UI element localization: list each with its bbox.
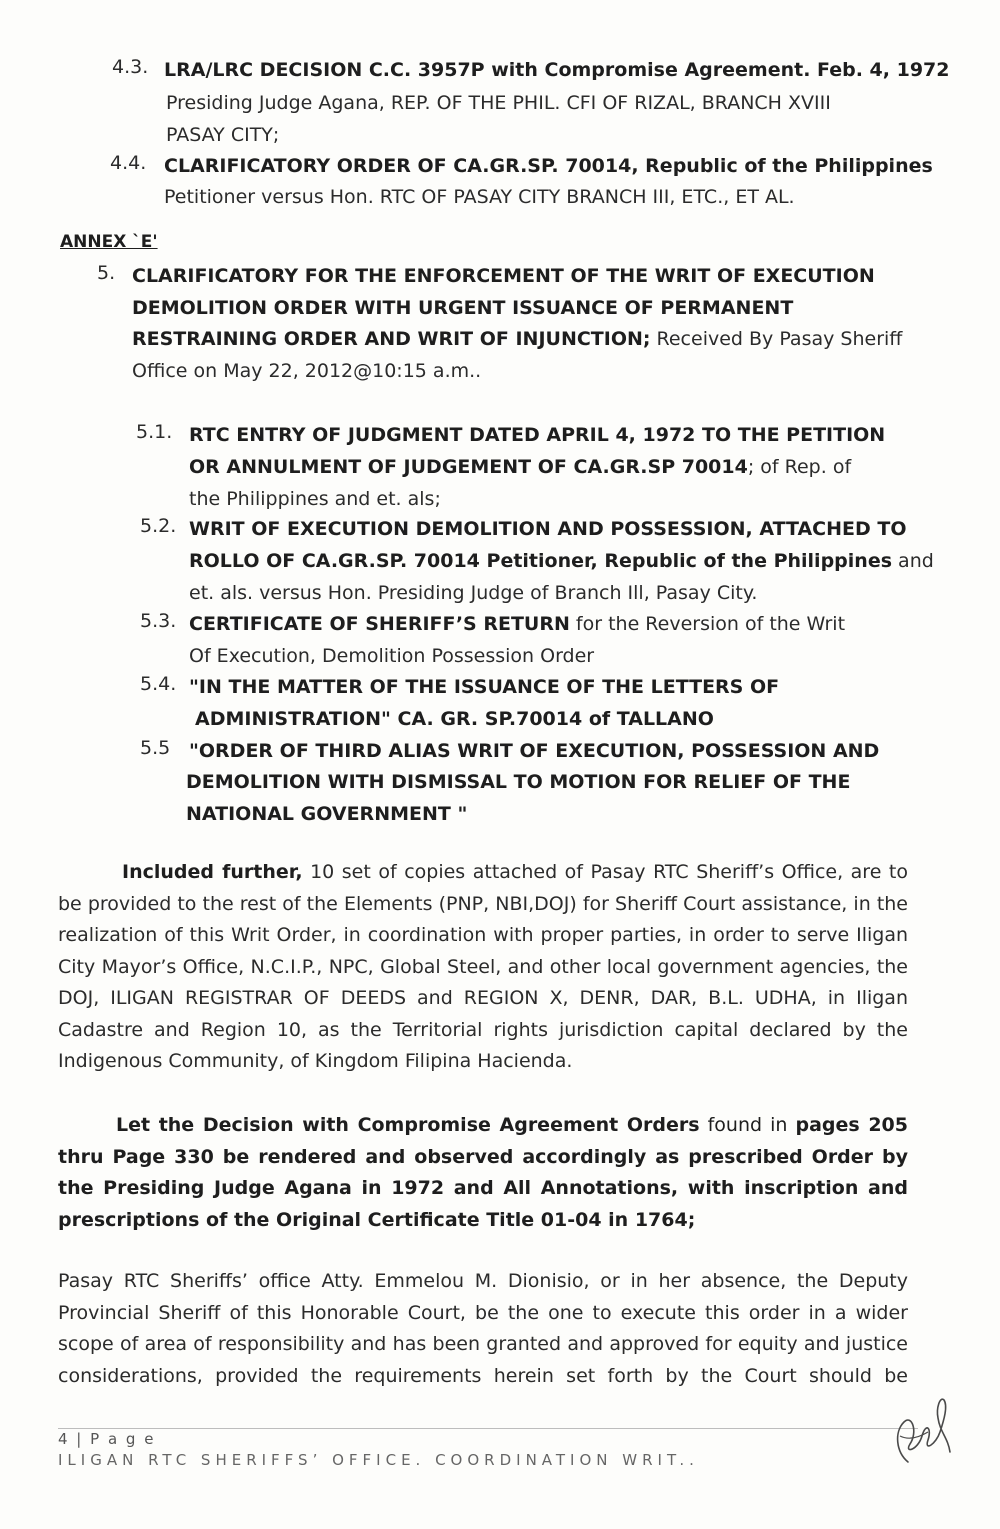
footer-rule: [58, 1428, 918, 1429]
item-heading: ADMINISTRATION" CA. GR. SP.70014 of TALLANO: [195, 708, 714, 730]
annex-label: ANNEX `E': [60, 232, 158, 252]
bold-run: ROLLO OF CA.GR.SP. 70014 Petitioner, Republic of the Philippines: [189, 550, 893, 572]
item-number: 4.4.: [110, 152, 147, 174]
item-number: 5.3.: [140, 610, 177, 632]
item-heading: CLARIFICATORY ORDER OF CA.GR.SP. 70014, Republic of the Philippines: [164, 155, 933, 177]
bold-run: Included further,: [122, 861, 303, 883]
item-number: 5.2.: [140, 515, 177, 537]
item-heading: DEMOLITION WITH DISMISSAL TO MOTION FOR RELIEF OF THE: [186, 771, 851, 793]
item-text: the Philippines and et. als;: [189, 488, 441, 510]
page-number: 4 | P a g e: [58, 1430, 156, 1448]
item-heading: WRIT OF EXECUTION DEMOLITION AND POSSESSION, ATTACHED TO: [189, 518, 907, 540]
text-run: ; of Rep. of: [747, 456, 852, 478]
item-heading: DEMOLITION ORDER WITH URGENT ISSUANCE OF PERMANENT: [132, 297, 794, 319]
item-number: 4.3.: [112, 56, 149, 78]
bold-run: Let the Decision with Compromise Agreement Orders: [116, 1114, 700, 1136]
bold-run: pages 205 thru Page 330 be rendered and observed accordingly as prescribed Order by the Presiding Judge Agana in 1972 and All Annotations, with inscription and prescriptions of the Original Certificate Title 01-04 in 1764;: [58, 1114, 908, 1231]
item-text: [189, 610, 845, 638]
item-text: [189, 453, 851, 481]
item-heading: "IN THE MATTER OF THE ISSUANCE OF THE LETTERS OF: [189, 676, 780, 698]
bold-run: OR ANNULMENT OF JUDGEMENT OF CA.GR.SP 70014: [189, 456, 748, 478]
bold-run: CERTIFICATE OF SHERIFF’S RETURN: [189, 613, 570, 635]
item-heading: LRA/LRC DECISION C.C. 3957P with Compromise Agreement. Feb. 4, 1972: [164, 59, 950, 81]
item-number: 5.1.: [136, 421, 173, 443]
item-text: Presiding Judge Agana, REP. OF THE PHIL. CFI OF RIZAL, BRANCH XVIII: [166, 92, 831, 114]
footer-title: ILIGAN RTC SHERIFFS’ OFFICE. COORDINATION WRIT..: [58, 1451, 699, 1469]
text-run: Received By Pasay Sheriff: [650, 328, 903, 350]
item-text: et. als. versus Hon. Presiding Judge of Branch Ill, Pasay City.: [189, 582, 758, 604]
item-number: 5.5: [140, 737, 171, 759]
item-text: [189, 547, 934, 575]
item-text: Office on May 22, 2012@10:15 a.m..: [132, 360, 482, 382]
paragraph-included-further: [58, 857, 908, 1078]
paragraph-let-the-decision: [58, 1110, 908, 1236]
text-run: and: [892, 550, 934, 572]
bold-run: RESTRAINING ORDER AND WRIT OF INJUNCTION;: [132, 328, 651, 350]
text-run: found in: [699, 1114, 796, 1136]
item-text: Of Execution, Demolition Possession Order: [189, 645, 595, 667]
item-number: 5.: [97, 262, 116, 284]
item-heading: NATIONAL GOVERNMENT ": [186, 803, 468, 825]
item-number: 5.4.: [140, 673, 177, 695]
item-heading: RTC ENTRY OF JUDGMENT DATED APRIL 4, 1972 TO THE PETITION: [189, 424, 886, 446]
item-text: PASAY CITY;: [166, 124, 280, 146]
paragraph-pasay-rtc: Pasay RTC Sheriffs’ office Atty. Emmelou M. Dionisio, or in her absence, the Deputy Provincial Sheriff of this Honorable Court, be the one to execute this order in a wider scope of area of responsibility and has been granted and approved for equity and justice considerations, provided the requirements herein set forth by the Court should be: [58, 1270, 908, 1387]
item-text: Petitioner versus Hon. RTC OF PASAY CITY BRANCH III, ETC., ET AL.: [164, 186, 795, 208]
item-heading: CLARIFICATORY FOR THE ENFORCEMENT OF THE WRIT OF EXECUTION: [132, 265, 875, 287]
item-text: [132, 325, 902, 353]
item-heading: "ORDER OF THIRD ALIAS WRIT OF EXECUTION, POSSESSION AND: [189, 740, 880, 762]
handwritten-signature-icon: [888, 1392, 954, 1472]
text-run: for the Reversion of the Writ: [569, 613, 846, 635]
text-run: 10 set of copies attached of Pasay RTC Sheriff’s Office, are to be provided to the rest of the Elements (PNP, NBI,DOJ) for Sheriff Court assistance, in the realization of this Writ Order, in coordination with proper parties, in order to serve Iligan City Mayor’s Office, N.C.I.P., NPC, Global Steel, and other local government agencies, the DOJ, ILIGAN REGISTRAR OF DEEDS and REGION X, DENR, DAR, B.L. UDHA, in Iligan Cadastre and Region 10, as the Territorial rights jurisdiction capital declared by the Indigenous Community, of Kingdom Filipina Hacienda.: [58, 861, 908, 1072]
